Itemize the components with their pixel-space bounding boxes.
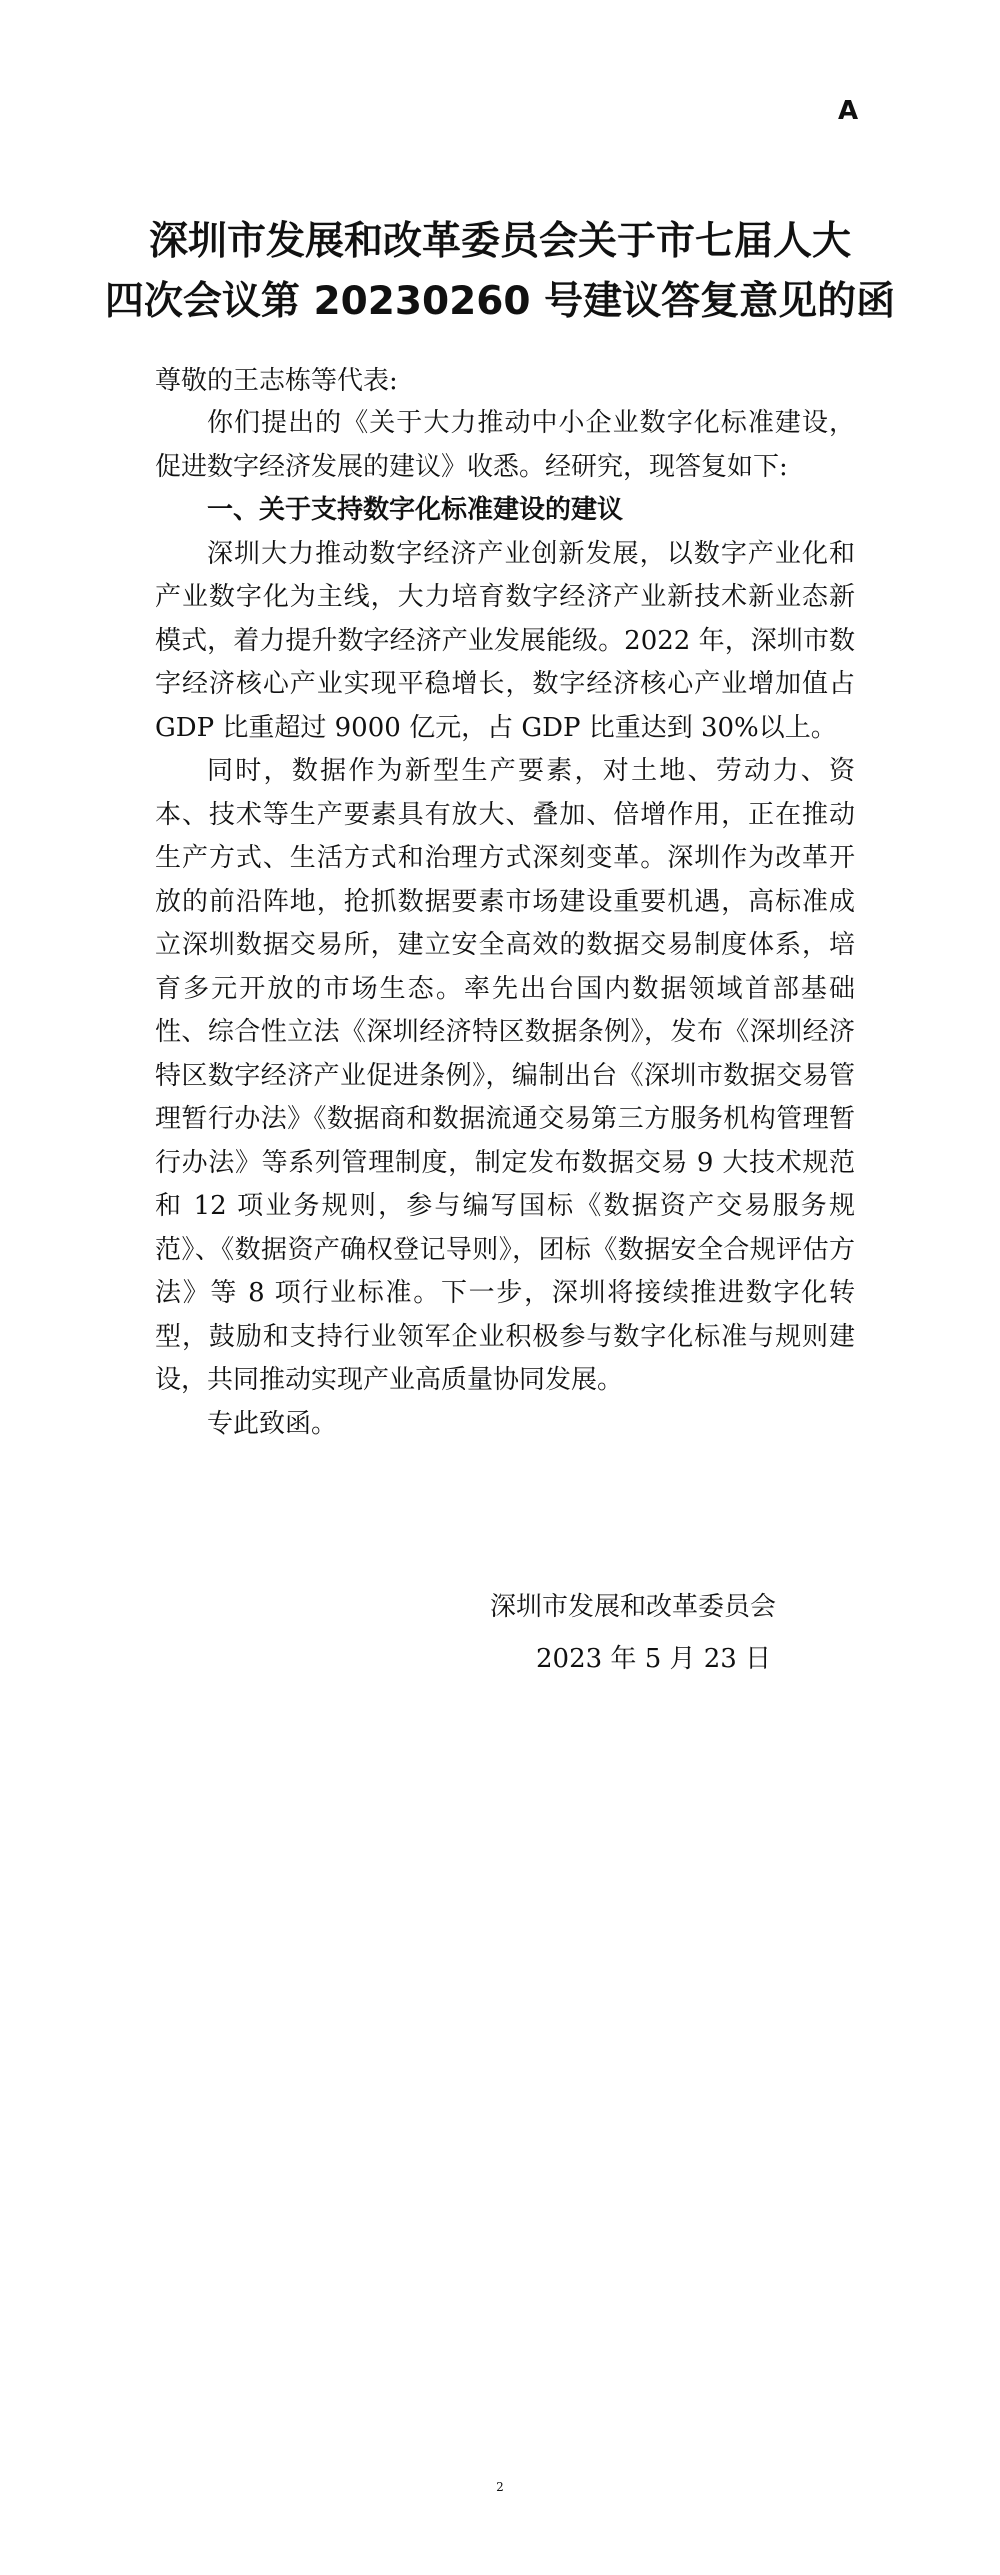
section-heading: 一、关于支持数字化标准建设的建议 xyxy=(207,495,624,525)
body-paragraph-1: 深圳大力推动数字经济产业创新发展，以数字产业化和产业数字化为主线，大力培育数字经济产业新技术新业态新模式，着力提升数字经济产业发展能级。2022 年，深圳市数字经济核心产业实现平稳增长，数字经济核心产业增加值占 GDP 比重超过 9000 亿元，占 GDP 比重达到 30%以上。 xyxy=(155,538,855,743)
salutation: 尊敬的王志栋等代表: xyxy=(155,366,398,396)
signature-date: 2023 年 5 月 23 日 xyxy=(536,1644,772,1674)
letter-body xyxy=(155,402,855,1446)
closing-line: 专此致函。 xyxy=(207,1408,338,1439)
page-number: 2 xyxy=(496,2480,504,2494)
body-paragraph-2: 同时，数据作为新型生产要素，对土地、劳动力、资本、技术等生产要素具有放大、叠加、倍增作用，正在推动生产方式、生活方式和治理方式深刻变革。深圳作为改革开放的前沿阵地，抢抓数据要素市场建设重要机遇，高标准成立深圳数据交易所，建立安全高效的数据交易制度体系，培育多元开放的市场生态。率先出台国内数据领域首部基础性、综合性立法《深圳经济特区数据条例》，发布《深圳经济特区数字经济产业促进条例》，编制出台《深圳市数据交易管理暂行办法》《数据商和数据流通交易第三方服务机构管理暂行办法》等系列管理制度，制定发布数据交易 9 大技术规范和 12 项业务规则，参与编写国标《数据资产交易服务规范》、《数据资产确权登记导则》，团标《数据安全合规评估方法》等 8 项行业标准。下一步，深圳将接续推进数字化转型，鼓励和支持行业领军企业积极参与数字化标准与规则建设，共同推动实现产业高质量协同发展。 xyxy=(155,756,855,1395)
signature-organization: 深圳市发展和改革委员会 xyxy=(490,1592,777,1622)
document-title xyxy=(0,212,1000,332)
title-line-2: 四次会议第 20230260 号建议答复意见的函 xyxy=(104,279,896,324)
category-mark: A xyxy=(838,96,859,126)
title-line-1: 深圳市发展和改革委员会关于市七届人大 xyxy=(148,219,851,264)
intro-paragraph: 你们提出的《关于大力推动中小企业数字化标准建设，促进数字经济发展的建议》收悉。经研究，现答复如下: xyxy=(155,408,855,482)
